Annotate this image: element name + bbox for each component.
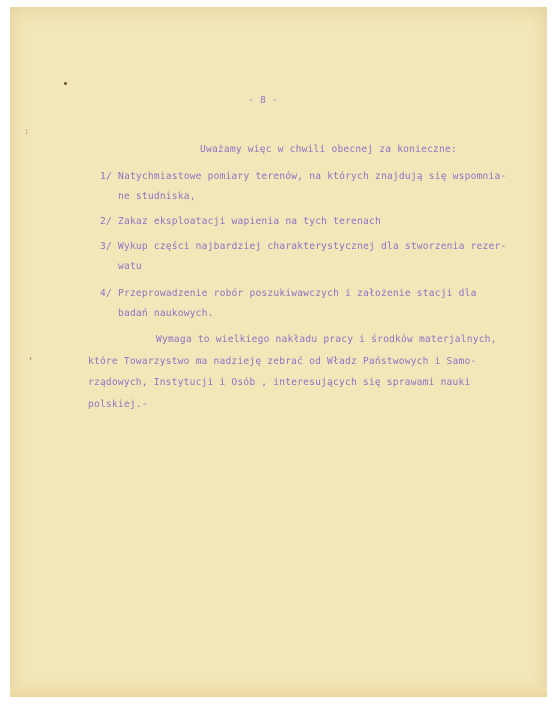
closing-line-1: Wymaga to wielkiego nakładu pracy i środków materjalnych, — [156, 334, 497, 345]
margin-mark: , — [28, 352, 34, 362]
closing-line-2: które Towarzystwo ma nadzieję zebrać od Władz Państwowych i Samo- — [88, 356, 477, 367]
closing-line-4: polskiej.- — [88, 399, 148, 410]
item-3-number: 3/ — [100, 241, 112, 252]
item-4-number: 4/ — [100, 288, 112, 299]
item-1-number: 1/ — [100, 171, 112, 182]
margin-ink-spot — [64, 82, 67, 85]
item-4-line-1: Przeprowadzenie robór poszukiwawczych i założenie stacji dla — [118, 288, 477, 299]
item-2-number: 2/ — [100, 216, 112, 227]
page-number: - 8 - — [248, 95, 278, 106]
item-1-line-2: ne studniska, — [118, 191, 196, 202]
item-3-line-2: watu — [118, 261, 142, 272]
item-4-line-2: badań naukowych. — [118, 308, 214, 319]
intro-line: Uważamy więc w chwili obecnej za konieczne: — [200, 144, 457, 155]
document-page — [10, 7, 547, 697]
item-2-line-1: Zakaz eksploatacji wapienia na tych terenach — [118, 216, 381, 227]
margin-mark: : — [24, 127, 30, 137]
item-1-line-1: Natychmiastowe pomiary terenów, na których znajdują się wspomnia- — [118, 171, 507, 182]
closing-line-3: rządowych, Instytucji i Osób , interesujących się sprawami nauki — [88, 377, 471, 388]
item-3-line-1: Wykup części najbardziej charakterystycznej dla stworzenia rezer- — [118, 241, 507, 252]
